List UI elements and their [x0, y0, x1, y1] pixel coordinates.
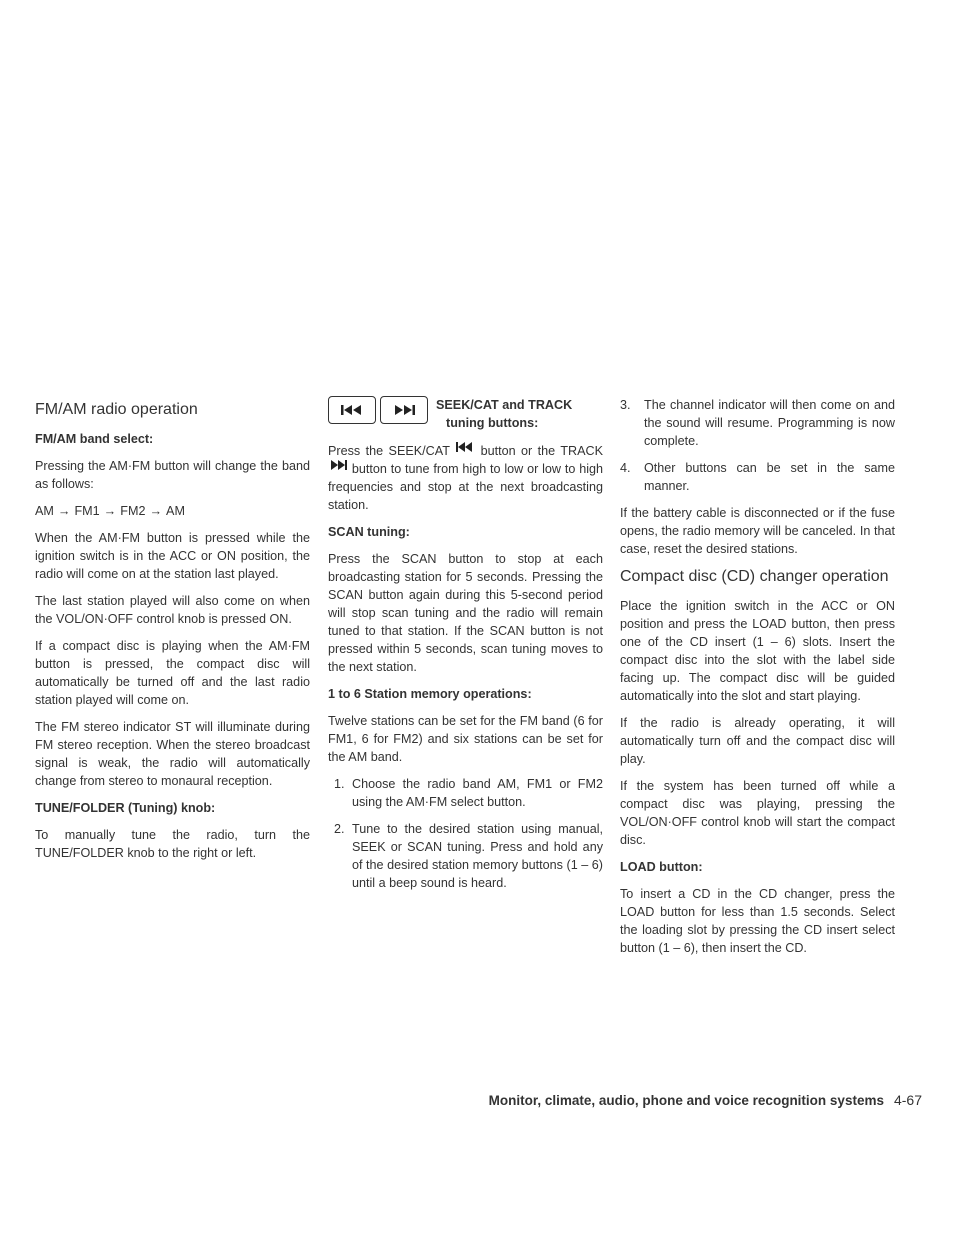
paragraph: The last station played will also come on when the VOL/ON·OFF control knob is pressed ON.	[35, 594, 310, 626]
paragraph: Place the ignition switch in the ACC or ON position and press the LOAD button, then press one of the CD insert (1 – 6) slots. Insert the compact disc into the slot with the label side facing up. The compact disc will be guided automatically into the slot and start playing.	[620, 599, 895, 703]
step-number: 2.	[334, 822, 345, 836]
column-left	[35, 400, 310, 871]
footer-section-title: Monitor, climate, audio, phone and voice recognition systems	[488, 1093, 884, 1108]
skip-back-icon	[455, 442, 475, 452]
seek-text-a: Press the SEEK/CAT	[328, 444, 450, 458]
list-item	[620, 459, 895, 495]
track-forward-button-graphic	[380, 396, 428, 424]
column-right	[620, 396, 895, 966]
paragraph: If the battery cable is disconnected or if the fuse opens, the radio memory will be canceled. In that case, reset the desired stations.	[620, 506, 895, 556]
memory-steps-list	[328, 775, 603, 892]
load-button-title: LOAD button:	[620, 860, 703, 874]
skip-forward-icon	[328, 460, 348, 470]
paragraph: To insert a CD in the CD changer, press the LOAD button for less than 1.5 seconds. Select the loading slot by pressing the CD insert select button (1 – 6), then insert the CD.	[620, 887, 895, 955]
step-text: Other buttons can be set in the same manner.	[644, 461, 895, 493]
seek-track-title	[432, 396, 572, 432]
step-number: 1.	[334, 777, 345, 791]
paragraph: To manually tune the radio, turn the TUNE/FOLDER knob to the right or left.	[35, 828, 310, 860]
paragraph: The FM stereo indicator ST will illuminate during FM stereo reception. When the stereo broadcast signal is weak, the radio will automatically change from stereo to monaural reception.	[35, 720, 310, 788]
paragraph: Pressing the AM·FM button will change the band as follows:	[35, 459, 310, 491]
step-text: The channel indicator will then come on and the sound will resume. Programming is now complete.	[644, 398, 895, 448]
seek-text-c: button to tune from high to low or low to high frequencies and stop at the next broadcasting station.	[328, 462, 604, 512]
band-fm1: FM1	[74, 504, 100, 518]
column-middle	[328, 396, 603, 901]
page-number: 4-67	[893, 1092, 922, 1108]
list-item	[328, 775, 603, 811]
scan-tuning-title: SCAN tuning:	[328, 525, 410, 539]
step-text: Choose the radio band AM, FM1 or FM2 using the AM·FM select button.	[352, 777, 603, 809]
band-select-title: FM/AM band select:	[35, 432, 154, 446]
paragraph: Press the SCAN button to stop at each broadcasting station for 5 seconds. Pressing the SCAN button again during this 5-second period will stop scan tuning and the radio will remain tuned to that station. If the SCAN button is not pressed within 5 seconds, scan tuning moves to the next station.	[328, 552, 603, 674]
tune-folder-title: TUNE/FOLDER (Tuning) knob:	[35, 801, 216, 815]
paragraph: Twelve stations can be set for the FM band (6 for FM1, 6 for FM2) and six stations can be set for the AM band.	[328, 714, 603, 764]
seek-paragraph	[328, 442, 603, 514]
seek-track-button-illustration	[328, 396, 603, 440]
step-number: 4.	[620, 461, 631, 475]
paragraph: When the AM·FM button is pressed while the ignition switch is in the ACC or ON position, the radio will come on at the station last played.	[35, 531, 310, 581]
skip-back-icon	[339, 404, 365, 416]
seek-text-b: button or the TRACK	[480, 444, 604, 458]
band-sequence	[35, 502, 310, 520]
band-am: AM	[35, 504, 54, 518]
section-heading-cd: Compact disc (CD) changer operation	[620, 568, 889, 585]
skip-forward-icon	[391, 404, 417, 416]
list-item	[620, 396, 895, 450]
memory-operations-title: 1 to 6 Station memory operations:	[328, 687, 532, 701]
section-heading-radio: FM/AM radio operation	[35, 401, 198, 418]
seek-title-line1: SEEK/CAT and TRACK	[436, 398, 573, 412]
step-text: Tune to the desired station using manual, SEEK or SCAN tuning. Press and hold any of the desired station memory buttons (1 – 6) until a beep sound is heard.	[352, 822, 603, 890]
band-am: AM	[166, 504, 185, 518]
band-fm2: FM2	[120, 504, 146, 518]
paragraph: If a compact disc is playing when the AM·FM button is pressed, the compact disc will automatically be turned off and the last radio station played will come on.	[35, 639, 310, 707]
page-footer	[489, 1092, 922, 1108]
arrow: →	[57, 504, 71, 518]
step-number: 3.	[620, 398, 631, 412]
list-item	[328, 820, 603, 892]
seek-back-button-graphic	[328, 396, 376, 424]
paragraph: If the system has been turned off while a compact disc was playing, pressing the VOL/ON·OFF control knob will start the compact disc.	[620, 779, 895, 847]
arrow: →	[103, 504, 117, 518]
paragraph: If the radio is already operating, it will automatically turn off and the compact disc will play.	[620, 716, 895, 766]
arrow: →	[149, 504, 163, 518]
memory-steps-list-continued	[620, 396, 895, 495]
seek-title-line2: tuning buttons:	[446, 416, 539, 430]
